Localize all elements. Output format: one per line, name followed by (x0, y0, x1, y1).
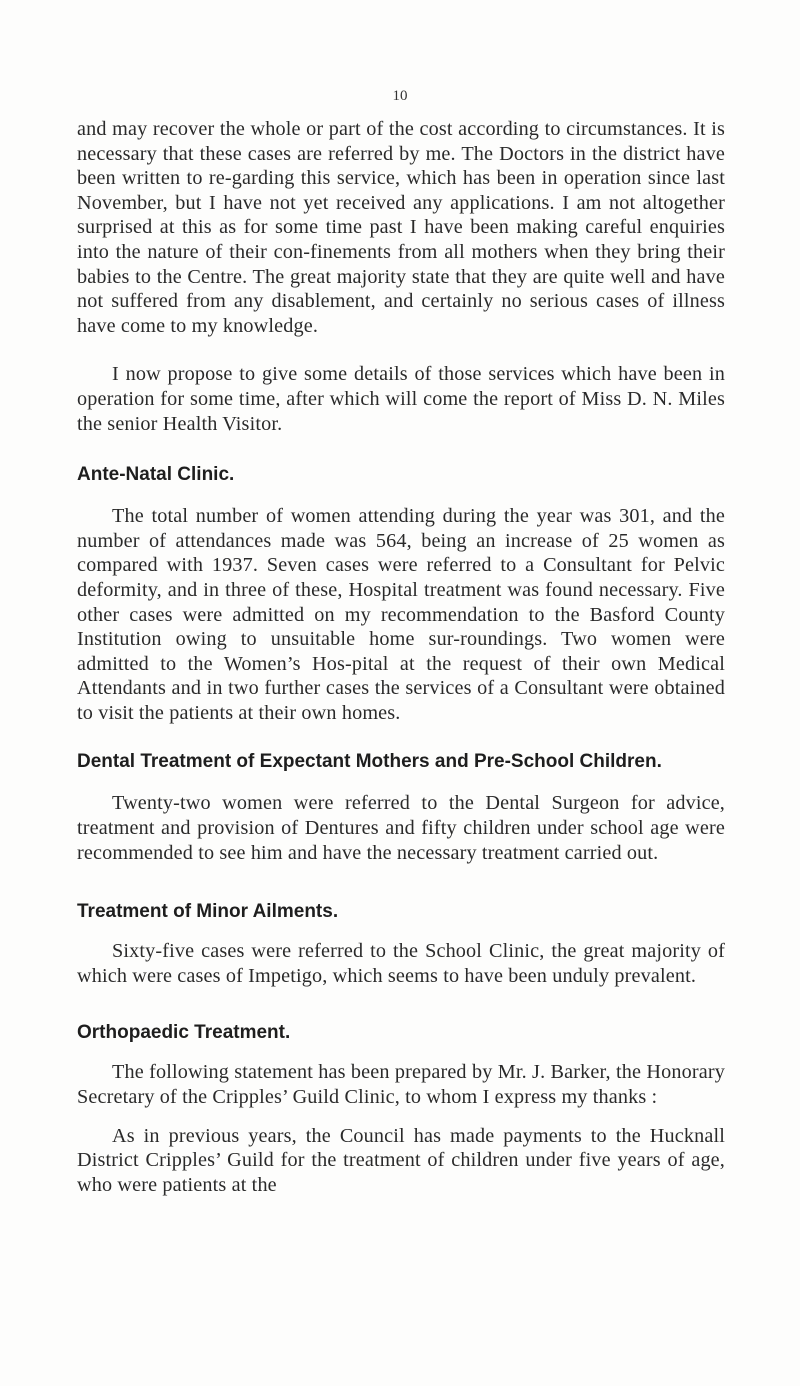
paragraph-continuation: and may recover the whole or part of the cost according to circumstances. It is necessary that these cases are referred by me. The Doctors in the district have been written to re-garding this service, which has been in operation since last November, but I have not yet received any applications. I am not altogether surprised at this as for some time past I have been making careful enquiries into the nature of their con-finements from all mothers when they bring their babies to the Centre. The great majority state that they are quite well and have not suffered from any disablement, and certainly no serious cases of illness have come to my knowledge. (77, 118, 725, 337)
paragraph-minor-ailments: Sixty-five cases were referred to the School Clinic, the great majority of which were cases of Impetigo, which seems to have been unduly prevalent. (77, 940, 725, 987)
heading-minor-ailments: Treatment of Minor Ailments. (77, 901, 339, 923)
heading-dental-treatment: Dental Treatment of Expectant Mothers and Pre-School Children. (77, 751, 662, 773)
heading-ante-natal-clinic: Ante-Natal Clinic. (77, 464, 235, 486)
paragraph-ante-natal-clinic: The total number of women attending during the year was 301, and the number of attendances made was 564, being an increase of 25 women as compared with 1937. Seven cases were referred to a Consultant for Pelvic deformity, and in three of these, Hospital treatment was found necessary. Five other cases were admitted on my recommendation to the Basford County Institution owing to unsuitable home sur-roundings. Two women were admitted to the Women’s Hos-pital at the request of their own Medical Attendants and in two further cases the services of a Consultant were obtained to visit the patients at their own homes. (77, 505, 725, 724)
heading-orthopaedic-treatment: Orthopaedic Treatment. (77, 1022, 291, 1044)
page-body (77, 117, 725, 1197)
paragraph-dental-treatment: Twenty-two women were referred to the Dental Surgeon for advice, treatment and provision of Dentures and fifty children under school age were recommended to see him and have the necessary treatment carried out. (77, 792, 725, 864)
paragraph-orthopaedic-payments: As in previous years, the Council has made payments to the Hucknall District Cripples’ Guild for the treatment of children under five years of age, who were patients at the (77, 1124, 725, 1196)
page-number: 10 (392, 88, 408, 104)
paragraph-orthopaedic-statement: The following statement has been prepared by Mr. J. Barker, the Honorary Secretary of the Cripples’ Guild Clinic, to whom I express my thanks : (77, 1061, 725, 1109)
paragraph-services-intro: I now propose to give some details of those services which have been in operation for some time, after which will come the report of Miss D. N. Miles the senior Health Visitor. (77, 363, 725, 435)
